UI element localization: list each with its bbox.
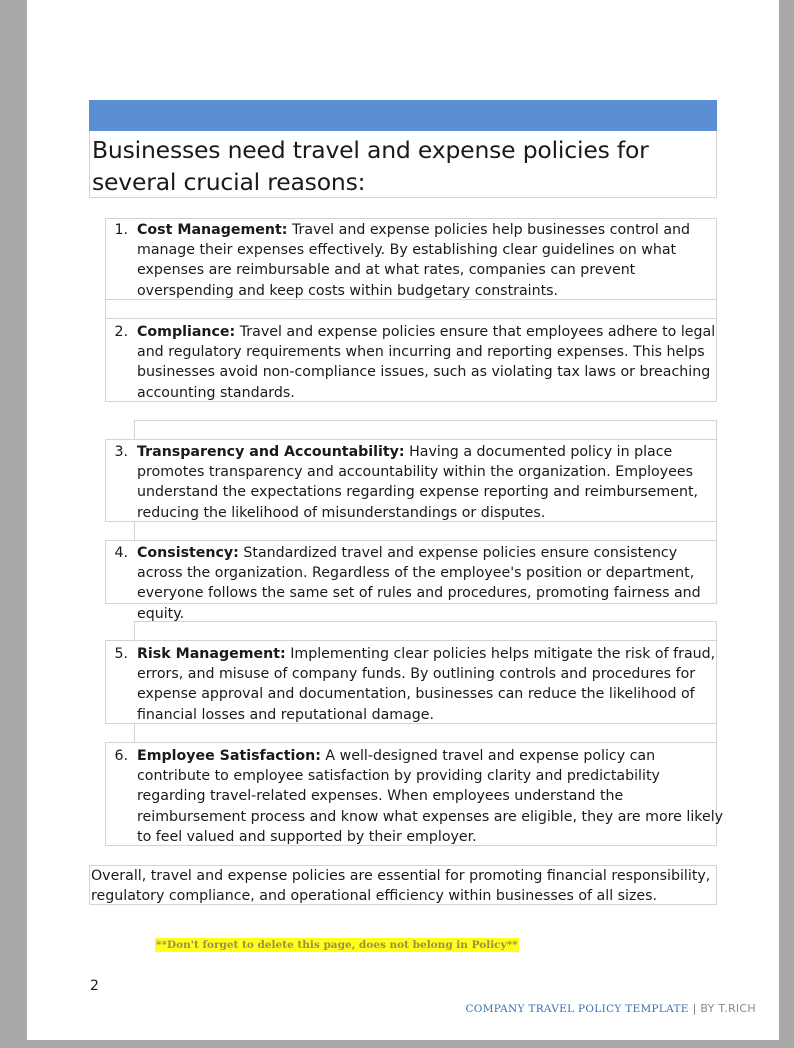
document-page [27,0,779,1040]
list-item-text [137,543,725,624]
table-cell-spacer [134,723,717,743]
page-number: 2 [90,978,99,994]
table-cell-spacer [105,299,717,319]
page-footer [465,1002,756,1015]
footer-author: BY T.RICH [700,1002,756,1015]
list-item-title: Consistency: [137,545,239,561]
list-item-number: 6. [114,748,128,764]
list-item-title: Compliance: [137,324,236,340]
highlighted-delete-note: **Don't forget to delete this page, does not belong in Policy** [156,939,518,951]
heading-cell [89,131,717,198]
list-item-title: Cost Management: [137,222,288,238]
list-item-number: 1. [114,222,128,238]
list-item-text [137,220,725,301]
list-item-title: Risk Management: [137,646,286,662]
list-item-title: Transparency and Accountability: [137,444,405,460]
list-item-text [137,746,725,847]
list-item-text [137,442,725,523]
list-item-body: Travel and expense policies help businesses control and manage their expenses effectively. By establishing clear guidelines on what expenses are reimbursable and at what rates, companies can prevent overspending and keep costs within budgetary constraints. [137,222,691,299]
page-heading: Businesses need travel and expense policies for several crucial reasons: [92,136,649,196]
list-item-body: Standardized travel and expense policies ensure consistency across the organization. Regardless of the employee's position or department, everyone follows the same set of rules and procedures, promoting fairness and equity. [137,545,701,622]
footer-separator: | [692,1002,697,1015]
header-color-bar [89,100,717,131]
summary-paragraph: Overall, travel and expense policies are essential for promoting financial responsibility, regulatory compliance, and operational efficiency within businesses of all sizes. [91,868,711,905]
list-item-body: A well-designed travel and expense policy can contribute to employee satisfaction by providing clarity and predictability regarding travel-related expenses. When employees understand the reimbursement process and know what expenses are eligible, they are more likely to feel valued and supported by their employer. [137,748,724,845]
list-item-body: Travel and expense policies ensure that employees adhere to legal and regulatory requirements when incurring and reporting expenses. This helps businesses avoid non-compliance issues, such as violating tax laws or breaching accounting standards. [137,324,716,401]
footer-company: COMPANY TRAVEL POLICY TEMPLATE [465,1003,689,1015]
list-item-number: 2. [114,324,128,340]
list-item-number: 3. [114,444,128,460]
list-item-body: Implementing clear policies helps mitigate the risk of fraud, errors, and misuse of company funds. By outlining controls and procedures for expense approval and documentation, businesses can reduce the likelihood of financial losses and reputational damage. [137,646,716,723]
list-item-number: 5. [114,646,128,662]
list-item-title: Employee Satisfaction: [137,748,321,764]
table-cell-spacer [134,420,717,440]
list-item-text [137,644,725,725]
table-cell-spacer [134,621,717,641]
list-item-text [137,322,725,403]
list-item-body: Having a documented policy in place promotes transparency and accountability within the organization. Employees understand the expectations regarding expense reporting and reimbursement, reducing the likelihood of misunderstandings or disputes. [137,444,699,521]
list-item-number: 4. [114,545,128,561]
table-cell-spacer [134,521,717,541]
